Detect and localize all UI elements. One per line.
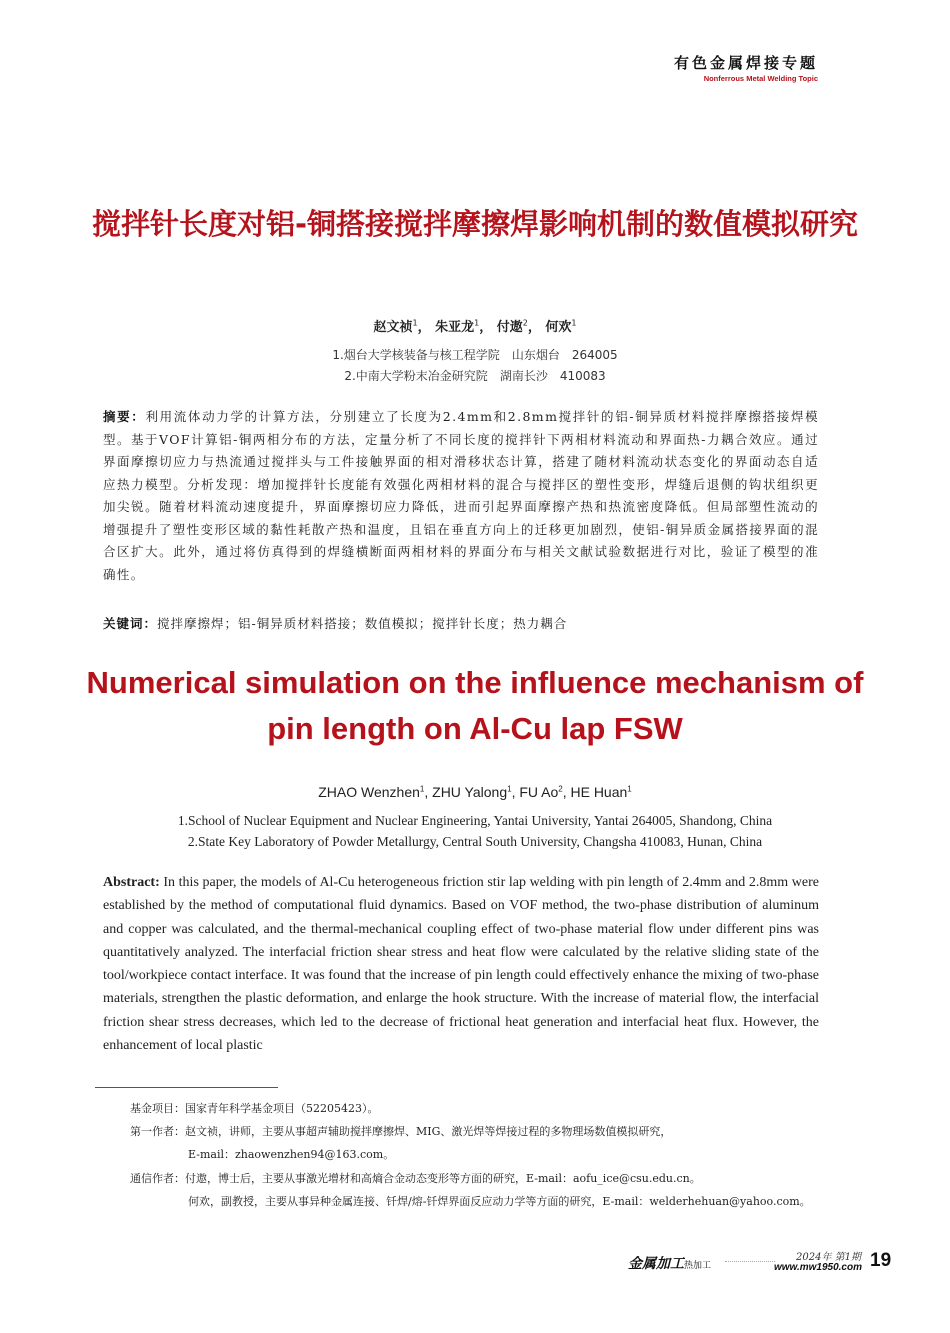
keywords-chinese xyxy=(103,614,819,632)
footer-dotted-line xyxy=(725,1261,775,1262)
page-footer xyxy=(600,1248,900,1278)
title-english: Numerical simulation on the influence mechanism of pin length on Al-Cu lap FSW xyxy=(86,665,864,746)
author-en: ZHAO Wenzhen xyxy=(318,784,420,800)
abstract-cn-label: 摘要： xyxy=(103,409,146,424)
journal-header xyxy=(674,52,818,83)
authors-english: ZHAO Wenzhen$^1$, ZHU Yalong$^1$, FU Ao$^2$, HE Huan$^1$ xyxy=(318,784,632,800)
author-en: ZHU Yalong xyxy=(432,784,508,800)
affiliation-en-2: 2.State Key Laboratory of Powder Metallurgy, Central South University, Changsha 410083, Hunan, China xyxy=(187,834,763,849)
issue-label: 2024年 第1期 xyxy=(796,1252,861,1263)
author-cn: 赵文祯 xyxy=(373,320,413,335)
author-cn: 付遨 xyxy=(496,320,523,335)
title-chinese: 搅拌针长度对铝-铜搭接搅拌摩擦焊影响机制的数值模拟研究 xyxy=(91,207,859,241)
header-topic-en: Nonferrous Metal Welding Topic xyxy=(703,74,818,83)
website-link[interactable]: www.mw1950.com xyxy=(774,1262,862,1273)
journal-brand: 金属加工热加工 xyxy=(628,1256,712,1272)
abstract-en-text: In this paper, the models of Al-Cu heterogeneous friction stir lap welding with pin length of 2.4mm and 2.8mm were established by the method of computational fluid dynamics. Based on VOF method, the two-phase distribution of aluminum and copper was calculated, and the thermal-mechanical coupling effect of two-phase material flow under different pins was quantitatively analyzed. The interfacial friction shear stress and heat flow were calculated by the relative sliding state of the tool/workpiece contact interface. It was found that the increase of pin length could effectively enhance the mixing of two-phase materials, strengthen the plastic deformation, and enlarge the hook structure. With the increase of material flow, the interfacial friction shear stress decreases, which led to the decrease of frictional heat generation and interfacial heat flux. However, the enhancement of local plastic xyxy=(103,875,820,1054)
page-number: 19 xyxy=(870,1250,892,1271)
affiliation-cn-2: 2.中南大学粉末冶金研究院 湖南长沙 410083 xyxy=(344,369,606,383)
author-en: HE Huan xyxy=(570,784,628,800)
affiliation-en-1: 1.School of Nuclear Equipment and Nuclear Engineering, Yantai University, Yantai 264005, Shandong, China xyxy=(177,813,773,828)
footnotes xyxy=(130,1097,850,1213)
footnote-divider xyxy=(95,1087,278,1088)
abstract-chinese xyxy=(103,406,819,586)
keywords-cn-text: 搅拌摩擦焊；铝-铜异质材料搭接；数值模拟；搅拌针长度；热力耦合 xyxy=(157,616,568,631)
footnote-first-author-email: E-mail：zhaowenzhen94@163.com。 xyxy=(188,1148,395,1162)
author-cn: 何欢 xyxy=(545,320,572,335)
footnote-corresponding: 通信作者：付遨，博士后，主要从事激光增材和高熵合金动态变形等方面的研究，E-mail：aofu_ice@csu.edu.cn。 xyxy=(130,1171,701,1185)
footnote-corresponding-2: 何欢，副教授，主要从事异种金属连接、钎焊/熔-钎焊界面反应动力学等方面的研究，E-mail：welderhehuan@yahoo.com。 xyxy=(188,1194,811,1208)
footnote-fund: 基金项目：国家青年科学基金项目（52205423）。 xyxy=(130,1102,379,1115)
footnote-first-author: 第一作者：赵文祯，讲师，主要从事超声辅助搅拌摩擦焊、MIG、激光焊等焊接过程的多物理场数值模拟研究， xyxy=(130,1125,672,1139)
affiliation-cn-1: 1.烟台大学核装备与核工程学院 山东烟台 264005 xyxy=(332,348,618,362)
author-cn: 朱亚龙 xyxy=(435,320,475,335)
abstract-en-label: Abstract: xyxy=(103,875,160,890)
author-en: FU Ao xyxy=(519,784,559,800)
keywords-cn-label: 关键词： xyxy=(103,616,158,631)
abstract-english xyxy=(103,871,819,1057)
authors-chinese: 赵文祯$^1$， 朱亚龙$^1$， 付遨$^2$， 何欢$^1$ xyxy=(373,318,577,335)
abstract-cn-text: 利用流体动力学的计算方法，分别建立了长度为2.4mm和2.8mm搅拌针的铝-铜异质材料搅拌摩擦搭接焊模型。基于VOF计算铝-铜两相分布的方法，定量分析了不同长度的搅拌针下两相材料流动和界面热-力耦合效应。通过界面摩擦切应力与热流通过搅拌头与工件接触界面的相对滑移状态计算，搭建了随材料流动状态变化的界面动态自适应热力模型。分析发现：增加搅拌针长度能有效强化两相材料的混合与搅拌区的塑性变形，焊缝后退侧的钩状组织更加尖锐。随着材料流动速度提升，界面摩擦切应力降低，进而引起界面摩擦产热和热流密度降低。但局部塑性流动的增强提升了塑性变形区域的黏性耗散产热和温度，且铝在垂直方向上的迁移更加剧烈，使铝-铜异质金属搭接界面的混合区扩大。此外，通过将仿真得到的焊缝横断面两相材料的界面分布与相关文献试验数据进行对比，验证了模型的准确性。 xyxy=(103,409,819,582)
header-topic-cn: 有色金属焊接专题 xyxy=(673,54,818,72)
